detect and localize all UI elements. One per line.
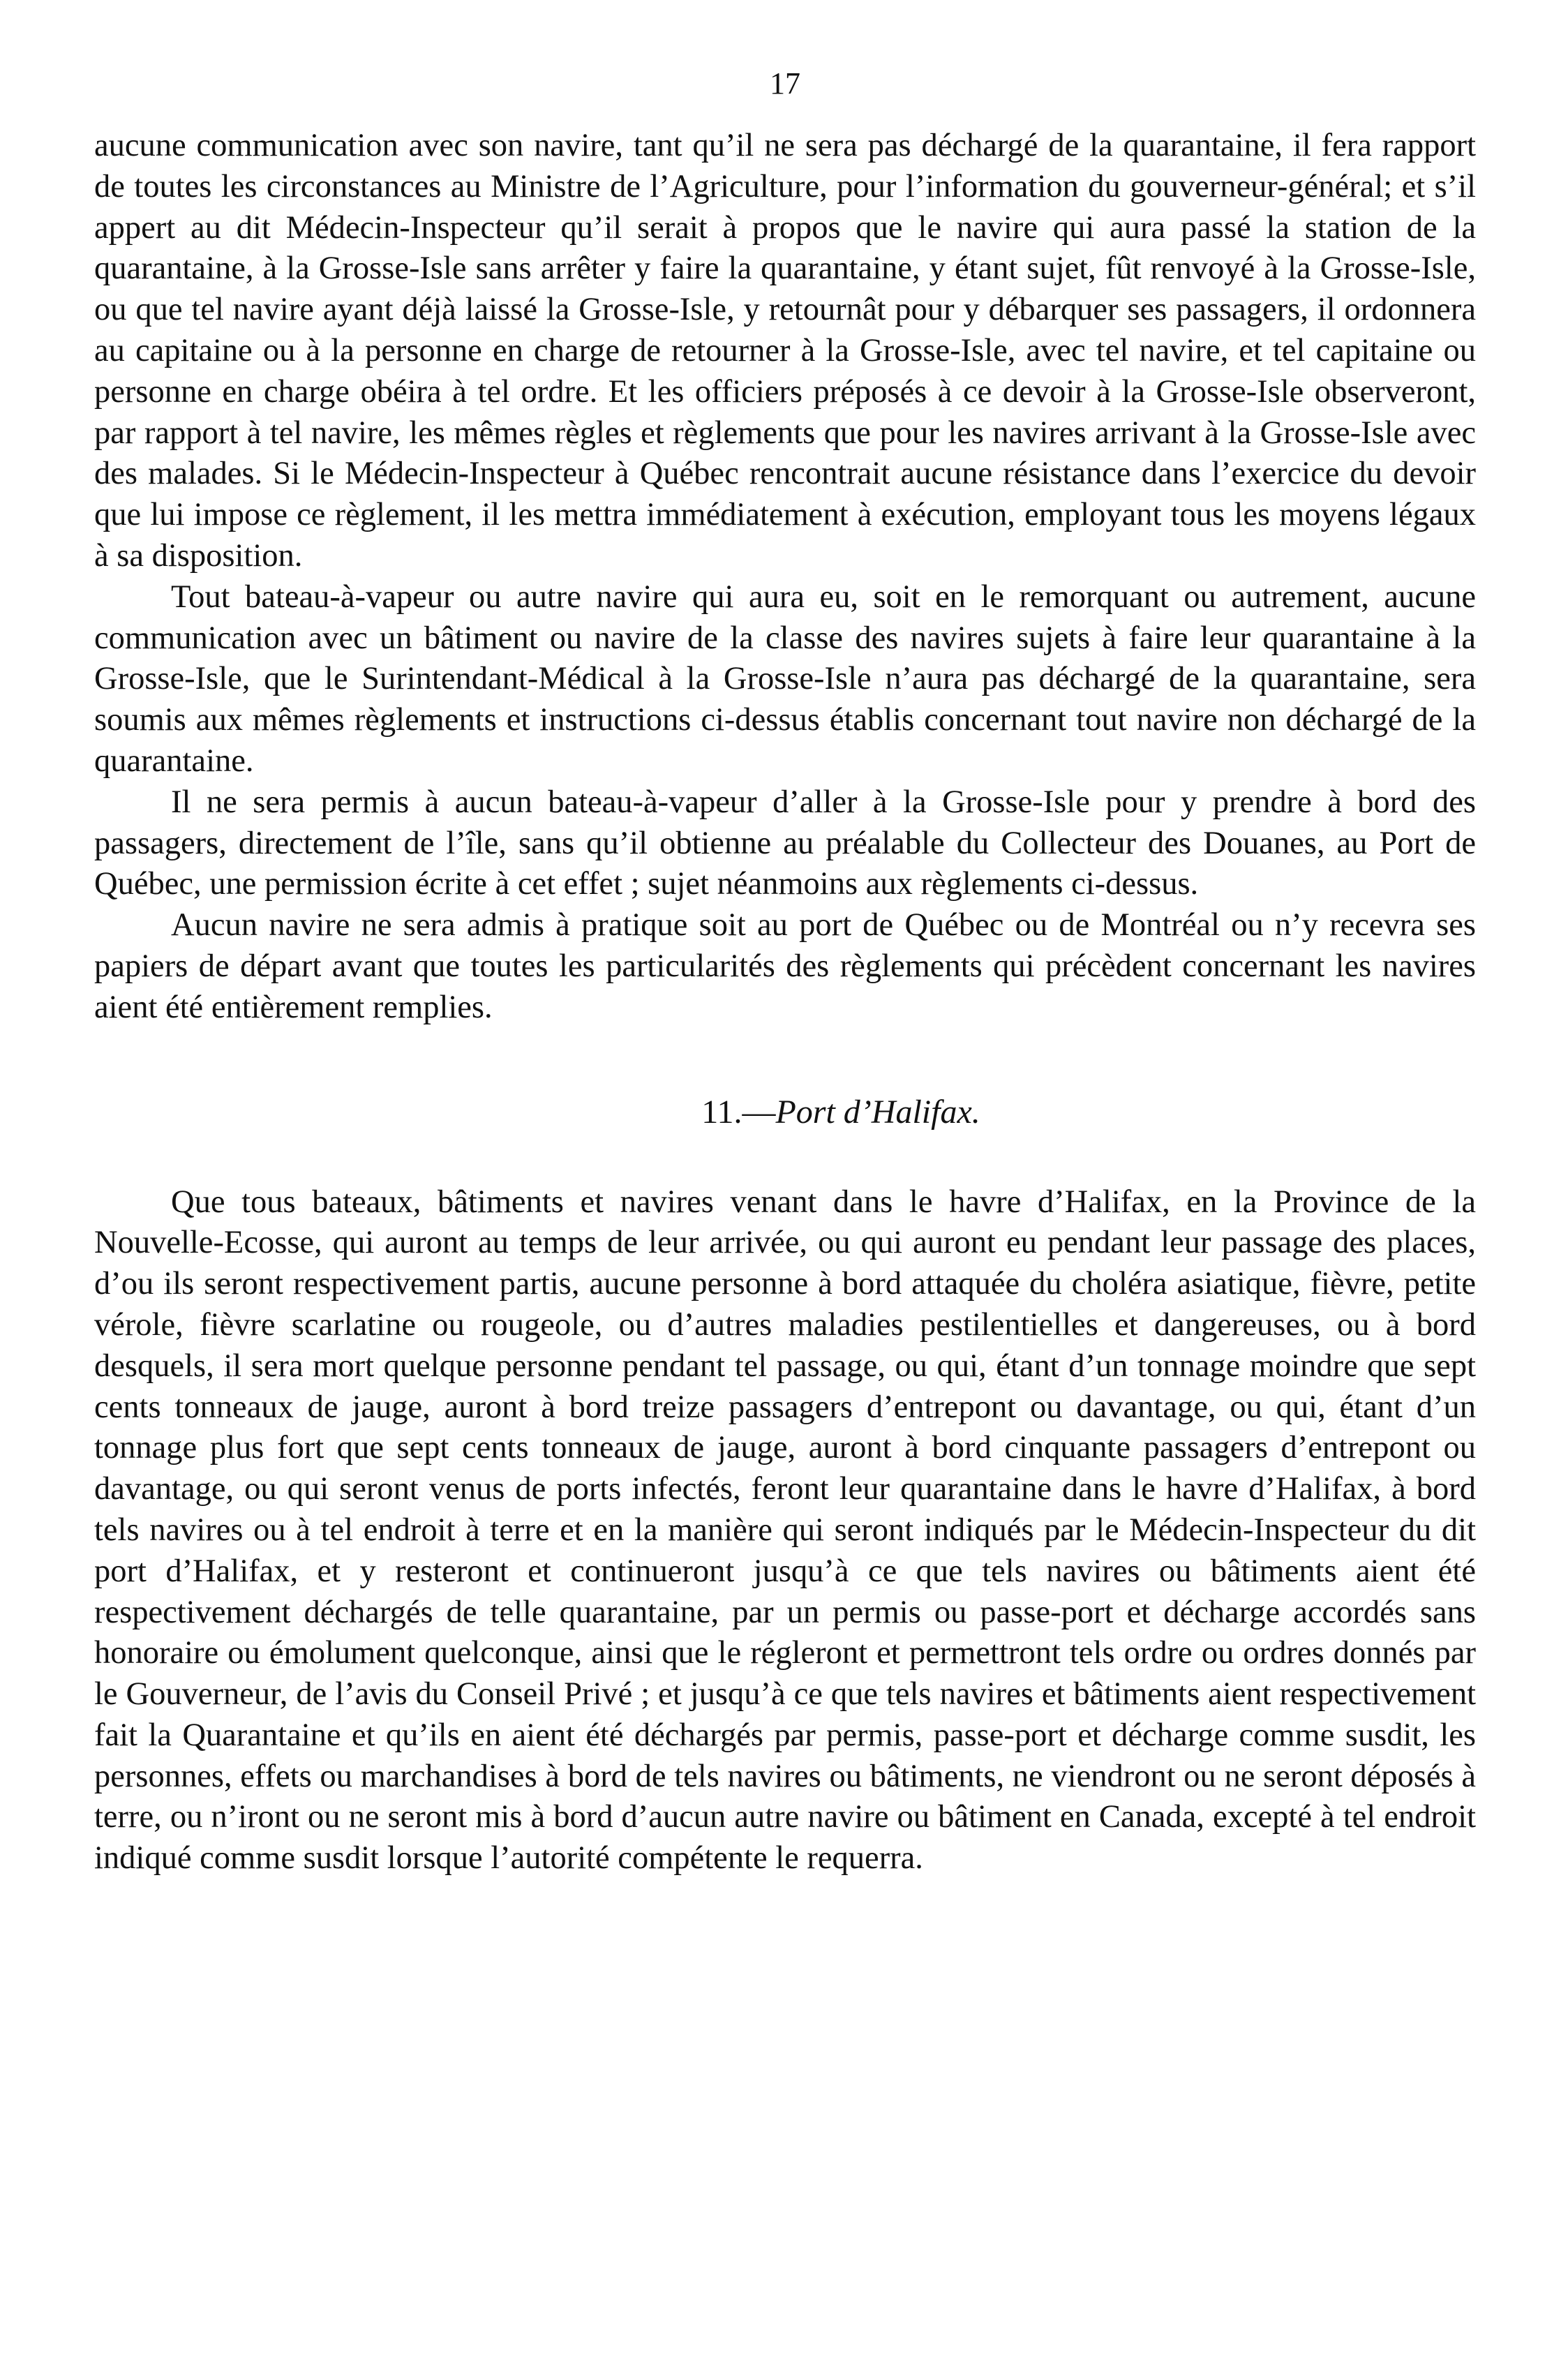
section-heading xyxy=(94,1091,1476,1133)
paragraph-pratique-admission: Aucun navire ne sera admis à pratique soit au port de Québec ou de Montréal ou n’y recevra ses papiers de départ avant que toutes les particularités des règlements qui précèdent concernant les navires aient été entièrement remplies. xyxy=(94,907,1476,1025)
paragraph-steamboat-communication: Tout bateau-à-vapeur ou autre navire qui aura eu, soit en le remorquant ou autrement, aucune communication avec un bâtiment ou navire de la classe des navires sujets à faire leur quarantaine à la Grosse-Isle, que le Surintendant-Médical à la Grosse-Isle n’aura pas déchargé de la quarantaine, sera soumis aux mêmes règlements et instructions ci-dessus établis concernant tout navire non déchargé de la quarantaine. xyxy=(94,579,1476,779)
section-number: 11.— xyxy=(701,1093,776,1131)
paragraph-steamboat-permission: Il ne sera permis à aucun bateau-à-vapeur d’aller à la Grosse-Isle pour y prendre à bord des passagers, directement de l’île, sans qu’il obtienne au préalable du Collecteur des Douanes, au Port de Québec, une permission écrite à cet effet ; sujet néanmoins aux règlements ci-dessus. xyxy=(94,784,1476,902)
section-title: Port d’Halifax. xyxy=(775,1093,980,1131)
document-page xyxy=(94,56,1476,1879)
paragraph-halifax-quarantine: Que tous bateaux, bâtiments et navires venant dans le havre d’Halifax, en la Province de la Nouvelle-Ecosse, qui auront au temps de leur arrivée, ou qui auront eu pendant leur passage des places, d’ou ils seront respectivement partis, aucune personne à bord attaquée du choléra asiatique, fièvre, petite vérole, fièvre scarlatine ou rougeole, ou d’autres maladies pestilentielles et dangereuses, ou à bord desquels, il sera mort quelque personne pendant tel passage, ou qui, étant d’un tonnage moindre que sept cents tonneaux de jauge, auront à bord treize passagers d’entrepont ou davantage, ou qui, étant d’un tonnage plus fort que sept cents tonneaux de jauge, auront à bord cinquante passagers d’entrepont ou davantage, ou qui seront venus de ports infectés, feront leur quarantaine dans le havre d’Halifax, à bord tels navires ou à tel endroit à terre et en la manière qui seront indiqués par le Médecin-Inspecteur du dit port d’Halifax, et y resteront et continueront jusqu’à ce que tels navires ou bâtiments aient été respectivement déchargés de telle quarantaine, par un permis ou passe-port et décharge accordés sans honoraire ou émolument quelconque, ainsi que le régleront et permettront tels ordre ou ordres donnés par le Gouverneur, de l’avis du Conseil Privé ; et jusqu’à ce que tels navires et bâtiments aient respectivement fait la Quarantaine et qu’ils en aient été déchargés par permis, passe-port et décharge comme susdit, les personnes, effets ou marchandises à bord de tels navires ou bâtiments, ne viendront ou ne seront déposés à terre, ou n’iront ou ne seront mis à bord d’aucun autre navire ou bâtiment en Canada, excepté à tel endroit indiqué comme susdit lorsque l’autorité compétente le requerra. xyxy=(94,1184,1476,1877)
paragraph-quarantine-report: aucune communication avec son navire, tant qu’il ne sera pas déchargé de la quarantaine, il fera rapport de toutes les circonstances au Ministre de l’Agriculture, pour l’information du gouverneur-général; et s’il appert au dit Médecin-Inspecteur qu’il serait à propos que le navire qui aura passé la station de la quarantaine, à la Grosse-Isle sans arrêter y faire la quarantaine, y étant sujet, fût renvoyé à la Grosse-Isle, ou que tel navire ayant déjà laissé la Grosse-Isle, y retournât pour y débarquer ses passagers, il ordonnera au capitaine ou à la personne en charge de retourner à la Grosse-Isle, avec tel navire, et tel capitaine ou personne en charge obéira à tel ordre. Et les officiers préposés à ce devoir à la Grosse-Isle observeront, par rapport à tel navire, les mêmes règles et règlements que pour les navires arrivant à la Grosse-Isle avec des malades. Si le Médecin-Inspecteur à Québec rencontrait aucune résistance dans l’exercice du devoir que lui impose ce règlement, il les mettra immédiatement à exécution, employant tous les moyens légaux à sa disposition. xyxy=(94,128,1476,574)
page-number: 17 xyxy=(770,66,800,100)
